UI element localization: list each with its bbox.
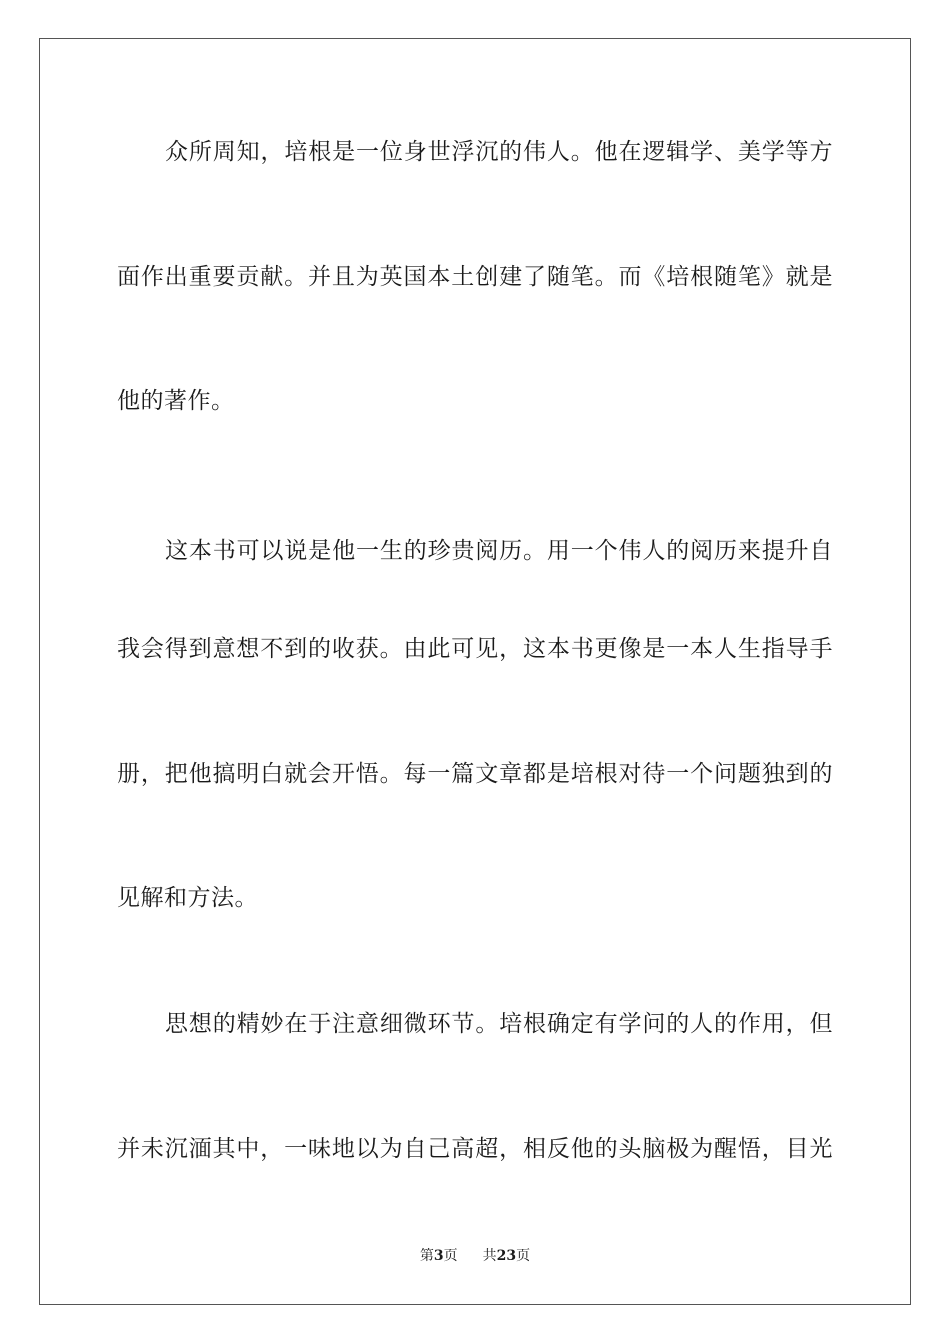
total-pages-indicator <box>483 1246 530 1266</box>
page-border <box>39 38 911 1305</box>
paragraph-2-line-1: 这本书可以说是他一生的珍贵阅历。用一个伟人的阅历来提升自 <box>165 538 833 564</box>
paragraph-3-line-1: 思想的精妙在于注意细微环节。培根确定有学问的人的作用，但 <box>165 1011 833 1037</box>
paragraph-2-line-4: 见解和方法。 <box>117 885 258 911</box>
page-footer <box>0 1246 950 1266</box>
paragraph-1-line-2: 面作出重要贡献。并且为英国本土创建了随笔。而《培根随笔》就是 <box>117 264 833 290</box>
paragraph-1-line-3: 他的著作。 <box>117 388 235 414</box>
paragraph-2-line-3: 册，把他搞明白就会开悟。每一篇文章都是培根对待一个问题独到的 <box>117 761 833 787</box>
total-suffix: 页 <box>516 1248 531 1264</box>
page-prefix: 第 <box>419 1248 434 1264</box>
paragraph-1-line-1: 众所周知，培根是一位身世浮沉的伟人。他在逻辑学、美学等方 <box>165 139 833 165</box>
total-pages: 23 <box>496 1248 517 1264</box>
page-indicator <box>420 1246 458 1266</box>
paragraph-2-line-2: 我会得到意想不到的收获。由此可见，这本书更像是一本人生指导手 <box>117 636 833 662</box>
page-suffix: 页 <box>443 1248 458 1264</box>
page-number: 3 <box>433 1248 444 1264</box>
paragraph-3-line-2: 并未沉湎其中，一味地以为自己高超，相反他的头脑极为醒悟，目光 <box>117 1136 833 1162</box>
total-prefix: 共 <box>482 1248 497 1264</box>
